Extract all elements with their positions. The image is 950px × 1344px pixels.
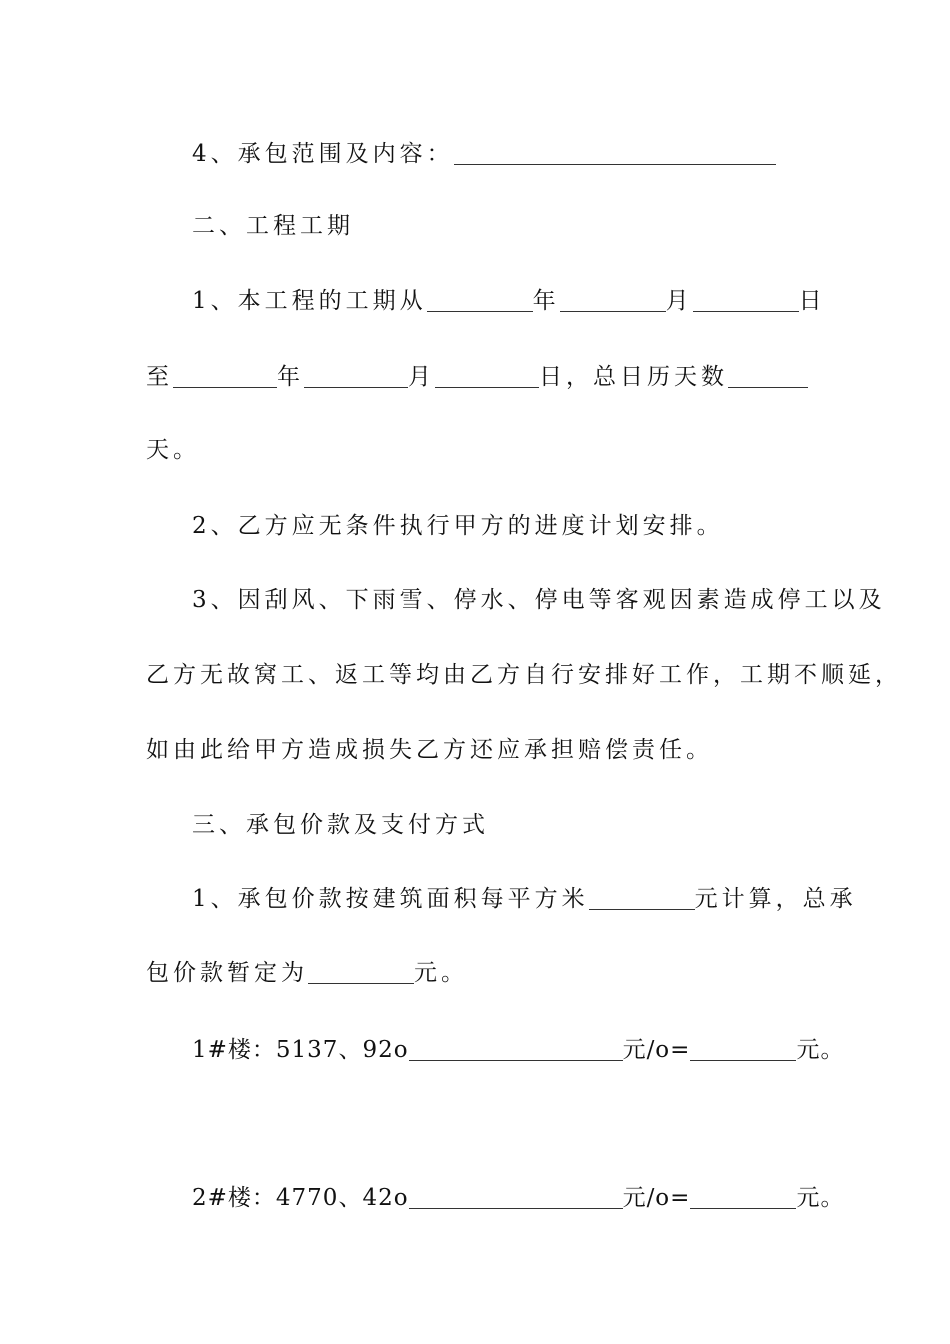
day-label: 日	[798, 288, 826, 314]
scope-blank	[454, 142, 776, 165]
year-label: 年	[532, 288, 560, 314]
delay-text-1: 3、因刮风、下雨雪、停水、停电等客观因素造成停工以及	[192, 587, 886, 613]
days-unit: 天。	[146, 437, 200, 463]
month-label: 月	[408, 364, 435, 390]
building-1-line	[192, 1035, 844, 1065]
year-label: 年	[277, 364, 304, 390]
building-1-yuan: 元。	[796, 1037, 845, 1063]
clause-delay-1	[192, 585, 886, 615]
clause-delay-3	[146, 735, 713, 765]
building-2-line	[192, 1183, 844, 1213]
total-days-blank	[728, 365, 808, 388]
price-calc-label: 元计算，总承	[694, 886, 857, 912]
total-price-label: 包价款暂定为	[146, 960, 308, 986]
clause-price-2	[146, 958, 468, 988]
building-1-unit: 元/o=	[622, 1037, 691, 1063]
end-day-blank	[435, 365, 539, 388]
total-days-label: 日，总日历天数	[539, 364, 728, 390]
end-year-blank	[173, 365, 277, 388]
building-2-price-blank	[409, 1186, 623, 1209]
end-month-blank	[304, 365, 408, 388]
clause-schedule-days	[146, 435, 200, 465]
delay-text-3: 如由此给甲方造成损失乙方还应承担赔偿责任。	[146, 737, 713, 763]
yuan-label: 元。	[414, 960, 468, 986]
building-2-yuan: 元。	[796, 1185, 845, 1211]
building-2-unit: 元/o=	[622, 1185, 691, 1211]
section-heading-schedule	[192, 211, 354, 241]
clause-progress-plan	[192, 511, 724, 541]
month-label: 月	[665, 288, 693, 314]
period-label: 1、本工程的工期从	[192, 288, 427, 314]
building-1-total-blank	[690, 1038, 796, 1061]
clause-scope-label: 4、承包范围及内容：	[192, 141, 454, 167]
start-month-blank	[560, 289, 666, 312]
building-1-area: 1#楼：5137、92o	[192, 1037, 409, 1063]
section-heading-text: 二、工程工期	[192, 213, 354, 239]
clause-schedule-end	[146, 362, 808, 392]
unit-price-blank	[589, 887, 695, 910]
clause-price-1	[192, 884, 857, 914]
progress-plan-text: 2、乙方应无条件执行甲方的进度计划安排。	[192, 513, 724, 539]
section-heading-text: 三、承包价款及支付方式	[192, 812, 489, 838]
to-label: 至	[146, 364, 173, 390]
section-heading-payment	[192, 810, 489, 840]
delay-text-2: 乙方无故窝工、返工等均由乙方自行安排好工作，工期不顺延，	[146, 662, 902, 688]
building-2-total-blank	[690, 1186, 796, 1209]
building-2-area: 2#楼：4770、42o	[192, 1185, 409, 1211]
start-day-blank	[693, 289, 799, 312]
price-label: 1、承包价款按建筑面积每平方米	[192, 886, 589, 912]
clause-delay-2	[146, 660, 902, 690]
building-1-price-blank	[409, 1038, 623, 1061]
total-price-blank	[308, 961, 414, 984]
start-year-blank	[427, 289, 533, 312]
clause-schedule-period	[192, 286, 826, 316]
clause-scope	[192, 139, 776, 169]
